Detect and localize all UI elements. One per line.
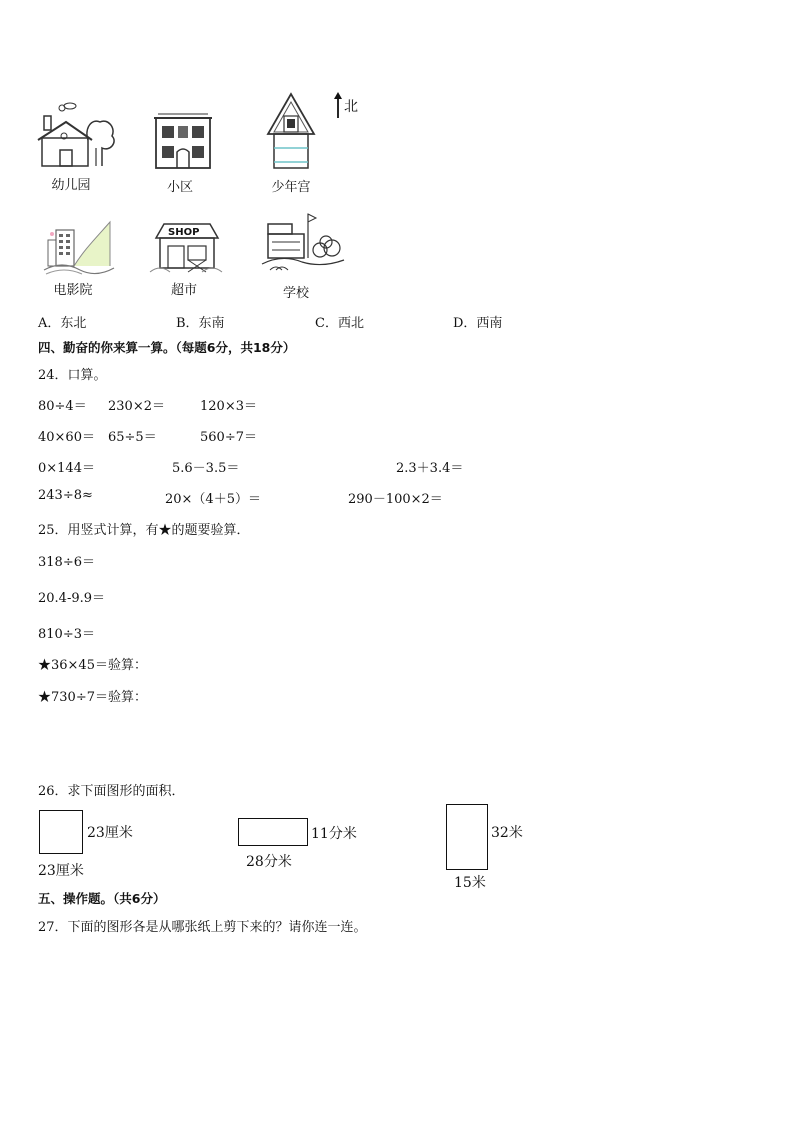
rectangle-vertical <box>446 804 488 870</box>
option-d: D．西南 <box>453 316 503 331</box>
square-right-label: 23厘米 <box>87 825 133 841</box>
q25-item-5: ★730÷7＝验算： <box>38 690 147 705</box>
q25-title: 25．用竖式计算，有★的题要验算． <box>38 523 250 538</box>
q27-title: 27．下面的图形各是从哪张纸上剪下来的？请你连一连。 <box>38 920 367 935</box>
q24-r4-c3: 290－100×2＝ <box>348 492 443 507</box>
option-c: C．西北 <box>315 316 364 331</box>
q24-r4-c2: 20×（4＋5）＝ <box>165 492 261 507</box>
youth-palace-label: 少年宫 <box>271 180 311 195</box>
q24-r3-c2: 5.6－3.5＝ <box>172 461 240 476</box>
q24-title: 24．口算。 <box>38 368 107 383</box>
square-bottom-label: 23厘米 <box>38 863 84 879</box>
q24-r3-c1: 0×144＝ <box>38 461 95 476</box>
cinema-label: 电影院 <box>53 283 93 298</box>
rect1-right-label: 11分米 <box>311 826 357 842</box>
north-arrow-icon <box>333 92 343 118</box>
north-label: 北 <box>344 99 358 115</box>
community-label: 小区 <box>166 180 193 195</box>
q24-r2-c2: 65÷5＝ <box>108 430 157 445</box>
q26-title: 26．求下面图形的面积． <box>38 784 185 799</box>
shop-sign: SHOP <box>168 227 200 238</box>
rect2-bottom-label: 15米 <box>454 875 486 891</box>
section4-heading: 四、勤奋的你来算一算。（每题6分，共18分） <box>38 340 296 355</box>
q24-r1-c1: 80÷4＝ <box>38 399 87 414</box>
q25-item-2: 20.4-9.9＝ <box>38 591 106 606</box>
section5-heading: 五、操作题。（共6分） <box>38 891 166 906</box>
q25-item-4: ★36×45＝验算： <box>38 658 147 673</box>
cinema-icon <box>44 220 114 278</box>
youth-palace-icon <box>266 92 316 172</box>
option-b: B．东南 <box>176 316 225 331</box>
school-icon <box>262 212 344 274</box>
q24-r2-c3: 560÷7＝ <box>200 430 257 445</box>
q24-r4-c1: 243÷8≈ <box>38 488 93 503</box>
q24-r1-c3: 120×3＝ <box>200 399 257 414</box>
q24-r1-c2: 230×2＝ <box>108 399 165 414</box>
rect1-bottom-label: 28分米 <box>246 854 292 870</box>
kindergarten-label: 幼儿园 <box>51 178 91 193</box>
option-a: A．东北 <box>38 316 87 331</box>
q25-item-3: 810÷3＝ <box>38 627 95 642</box>
square-shape <box>39 810 83 854</box>
supermarket-label: 超市 <box>170 283 197 298</box>
school-label: 学校 <box>282 286 309 301</box>
kindergarten-icon <box>36 100 116 170</box>
rect2-right-label: 32米 <box>491 825 523 841</box>
rectangle-horizontal <box>238 818 308 846</box>
community-building-icon <box>154 112 212 170</box>
q24-r2-c1: 40×60＝ <box>38 430 95 445</box>
q24-r3-c3: 2.3＋3.4＝ <box>396 461 464 476</box>
q25-item-1: 318÷6＝ <box>38 555 95 570</box>
supermarket-icon <box>150 216 222 276</box>
